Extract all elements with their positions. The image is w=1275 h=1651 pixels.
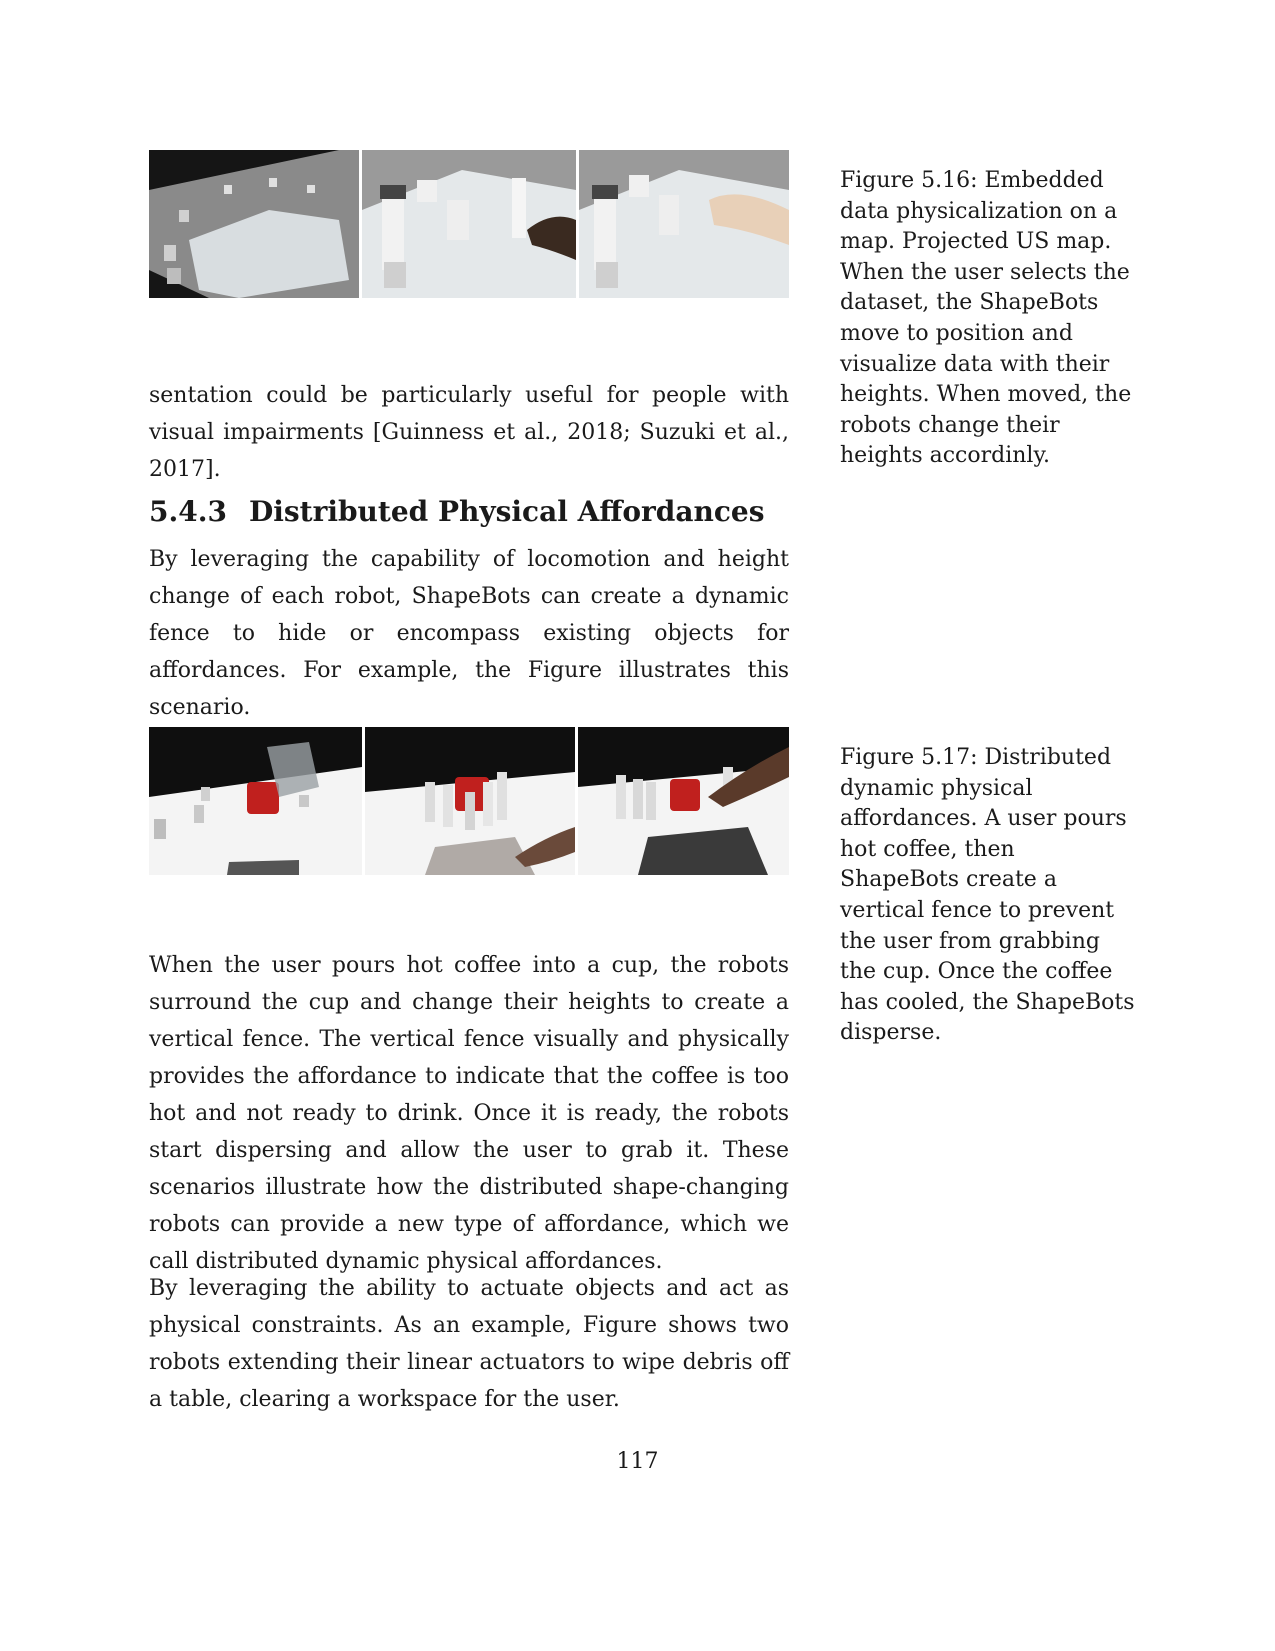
paragraph-intro: By leveraging the capability of locomotion and height change of each robot, ShapeBots can create a dynamic fence to hide or encompass existing objects for affordances. For example, the Figure illustrates this scenario.: [149, 547, 789, 720]
figure-5-16-caption: Figure 5.16: Embedded data physicalization on a map. Projected US map. When the user selects the dataset, the ShapeBots move to position and visualize data with their heights. When moved, the robots change their heights accordinly.: [840, 168, 1132, 469]
figure-5-16-images: [149, 150, 789, 298]
map-photo-3: [579, 150, 789, 298]
figure-5-17-caption: Figure 5.17: Distributed dynamic physical affordances. A user pours hot coffee, then ShapeBots create a vertical fence to prevent the user from grabbing the cup. Once the coffee has cooled, the ShapeBots disperse.: [840, 745, 1135, 1046]
figure-5-17-images: [149, 727, 789, 875]
page-number: 117: [616, 1449, 659, 1474]
paragraph-continuation: sentation could be particularly useful for people with visual impairments [Guinness et al., 2018; Suzuki et al., 2017].: [149, 383, 789, 482]
coffee-photo-1: [149, 727, 362, 875]
map-photo-1: [149, 150, 359, 298]
coffee-photo-2: [365, 727, 575, 875]
coffee-photo-3: [578, 727, 789, 875]
map-photo-2: [362, 150, 576, 298]
paragraph-constraints: By leveraging the ability to actuate objects and act as physical constraints. As an example, Figure shows two robots extending their linear actuators to wipe debris off a table, clearing a workspace for the user.: [149, 1276, 789, 1412]
section-number: 5.4.3: [149, 495, 227, 528]
section-heading: [149, 495, 764, 528]
paragraph-coffee: When the user pours hot coffee into a cup, the robots surround the cup and change their heights to create a vertical fence. The vertical fence visually and physically provides the affordance to indicate that the coffee is too hot and not ready to drink. Once it is ready, the robots start dispersing and allow the user to grab it. These scenarios illustrate how the distributed shape-changing robots can provide a new type of affordance, which we call distributed dynamic physical affordances.: [149, 953, 789, 1274]
section-title: Distributed Physical Affordances: [248, 495, 765, 528]
